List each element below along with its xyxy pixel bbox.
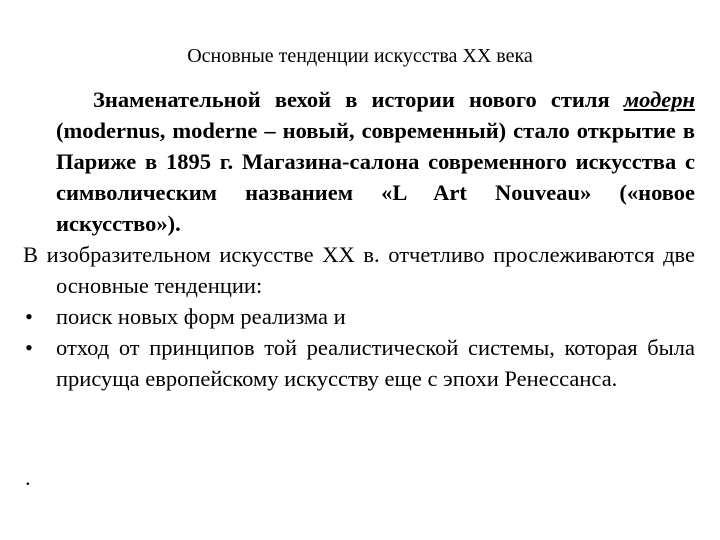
list-item-text: поиск новых форм реализма и xyxy=(56,304,346,329)
intro-text-start: Знаменательной вехой в истории нового стиля xyxy=(93,87,624,112)
slide-body xyxy=(23,84,695,394)
trailing-dot: . xyxy=(25,465,31,490)
list-item xyxy=(23,301,695,332)
intro-text-end: (modernus, moderne – новый, современный) стало открытие в Париже в 1895 г. Магазина-салона современного искусства с символическим названием «L Art Nouveau» («новое искусство»). xyxy=(56,118,695,236)
bullet-icon: • xyxy=(25,335,33,360)
list-item xyxy=(23,332,695,394)
bullet-icon: • xyxy=(25,304,33,329)
slide-title: Основные тенденции искусства XX века xyxy=(187,45,533,67)
intro-paragraph xyxy=(23,84,695,239)
list-item-text: отход от принципов той реалистической системы, которая была присуща европейскому искусству еще с эпохи Ренессанса. xyxy=(56,335,695,391)
tendency-list xyxy=(23,301,695,394)
lead-paragraph: В изобразительном искусстве XX в. отчетливо прослеживаются две основные тенденции: xyxy=(23,242,695,298)
modern-term: модерн xyxy=(623,87,695,112)
